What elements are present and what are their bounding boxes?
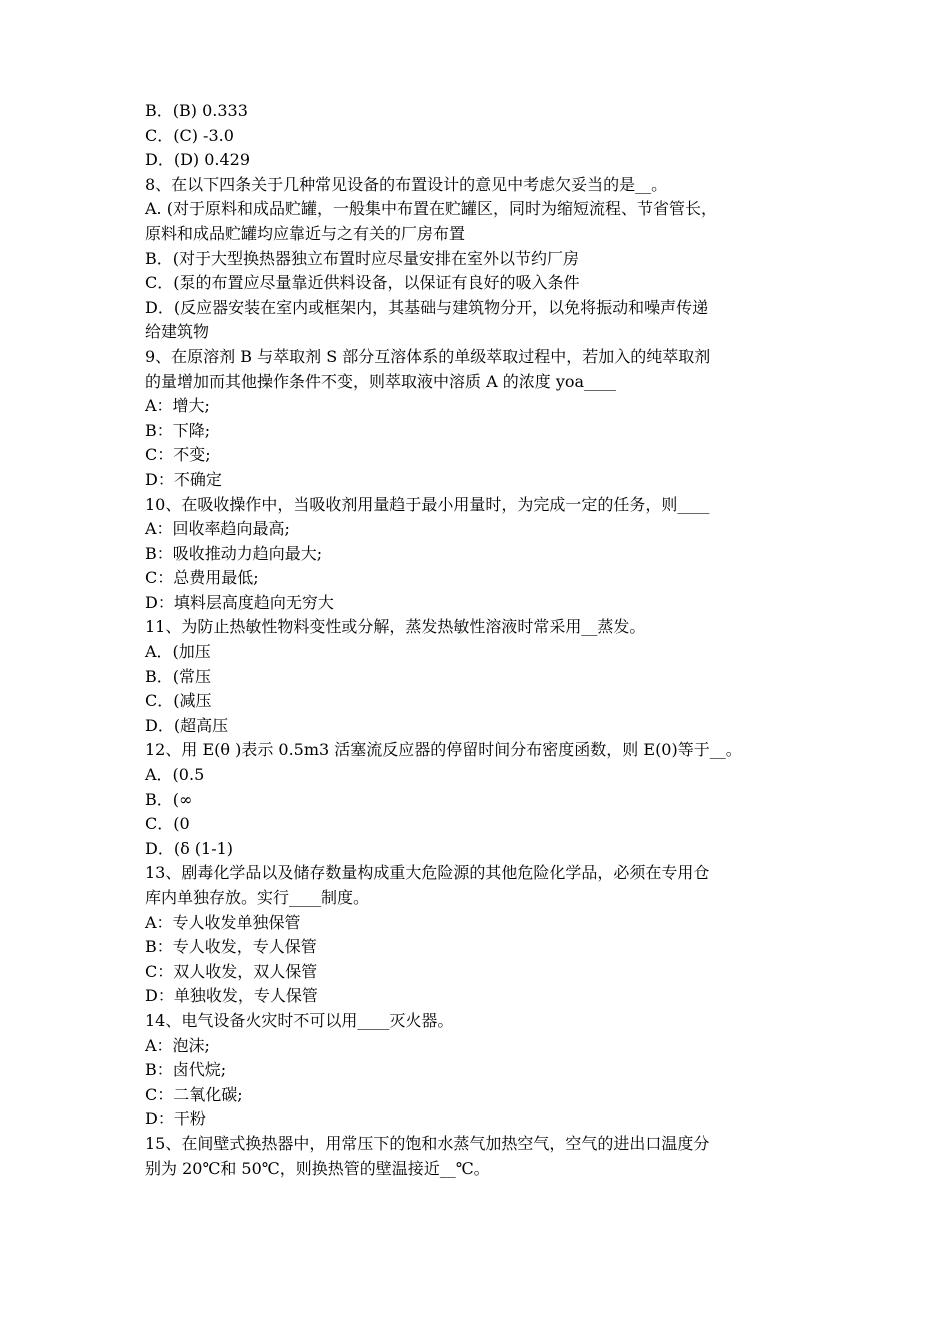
option-line: C：双人收发，双人保管 — [145, 961, 318, 981]
option-line: B：吸收推动力趋向最大; — [145, 543, 323, 563]
question-13: 13、剧毒化学品以及储存数量构成重大危险源的其他危险化学品，必须在专用仓 — [145, 863, 710, 883]
option-line: D．(超高压 — [145, 715, 229, 735]
option-line: B．(B) 0.333 — [145, 101, 248, 120]
option-line: D．(D) 0.429 — [145, 150, 251, 170]
question-9: 9、在原溶剂 B 与萃取剂 S 部分互溶体系的单级萃取过程中，若加入的纯萃取剂 — [145, 346, 711, 366]
option-line: B：卤代烷; — [145, 1060, 227, 1080]
option-line: B．(对于大型换热器独立布置时应尽量安排在室外以节约厂房 — [145, 248, 580, 268]
question-8: 8、在以下四条关于几种常见设备的布置设计的意见中考虑欠妥当的是__。 — [145, 174, 668, 194]
option-line: A：回收率趋向最高; — [145, 519, 290, 539]
option-line: C．(泵的布置应尽量靠近供料设备，以保证有良好的吸入条件 — [145, 273, 580, 293]
option-line: C．(减压 — [145, 691, 212, 711]
question-11: 11、为防止热敏性物料变性或分解，蒸发热敏性溶液时常采用__蒸发。 — [145, 617, 646, 637]
option-line: A．(加压 — [145, 642, 211, 662]
option-line: A. (对于原料和成品贮罐，一般集中布置在贮罐区，同时为缩短流程、节省管长， — [145, 199, 717, 219]
option-line: D：填料层高度趋向无穷大 — [145, 592, 334, 612]
option-line: A：泡沫; — [145, 1035, 210, 1055]
question-10: 10、在吸收操作中，当吸收剂用量趋于最小用量时，为完成一定的任务，则____ — [145, 494, 710, 514]
document-body — [145, 99, 810, 1181]
option-line: C：不变; — [145, 445, 211, 465]
question-9-continued: 的量增加而其他操作条件不变，则萃取液中溶质 A 的浓度 yoa____ — [145, 371, 617, 391]
question-14: 14、电气设备火灾时不可以用____灭火器。 — [145, 1010, 454, 1030]
option-line: D：干粉 — [145, 1109, 206, 1129]
option-line: A：专人收发单独保管 — [145, 912, 301, 932]
option-line: D．(反应器安装在室内或框架内，其基础与建筑物分开，以免将振动和噪声传递 — [145, 297, 709, 317]
option-line: C：总费用最低; — [145, 568, 259, 588]
option-line: C．(C) -3.0 — [145, 125, 234, 145]
question-12: 12、用 E(θ )表示 0.5m3 活塞流反应器的停留时间分布密度函数，则 E(0)等于__。 — [145, 740, 742, 760]
option-line: A．(0.5 — [145, 765, 205, 785]
option-line: B：下降; — [145, 420, 211, 440]
question-13-continued: 库内单独存放。实行____制度。 — [145, 888, 370, 907]
option-line: D．(δ (1-1) — [145, 838, 234, 858]
question-15: 15、在间壁式换热器中，用常压下的饱和水蒸气加热空气，空气的进出口温度分 — [145, 1133, 710, 1153]
option-line: C．(0 — [145, 814, 190, 834]
option-line: D：不确定 — [145, 469, 222, 489]
option-line: B．(常压 — [145, 666, 212, 686]
option-line-continued: 给建筑物 — [145, 322, 210, 342]
option-line: C：二氧化碳; — [145, 1084, 243, 1104]
option-line: B：专人收发，专人保管 — [145, 937, 317, 957]
option-line: B．(∞ — [145, 789, 193, 809]
option-line: D：单独收发，专人保管 — [145, 986, 318, 1006]
option-line-continued: 原料和成品贮罐均应靠近与之有关的厂房布置 — [145, 223, 466, 243]
option-line: A：增大; — [145, 396, 210, 416]
question-15-continued: 别为 20℃和 50℃，则换热管的壁温接近__℃。 — [145, 1158, 490, 1178]
